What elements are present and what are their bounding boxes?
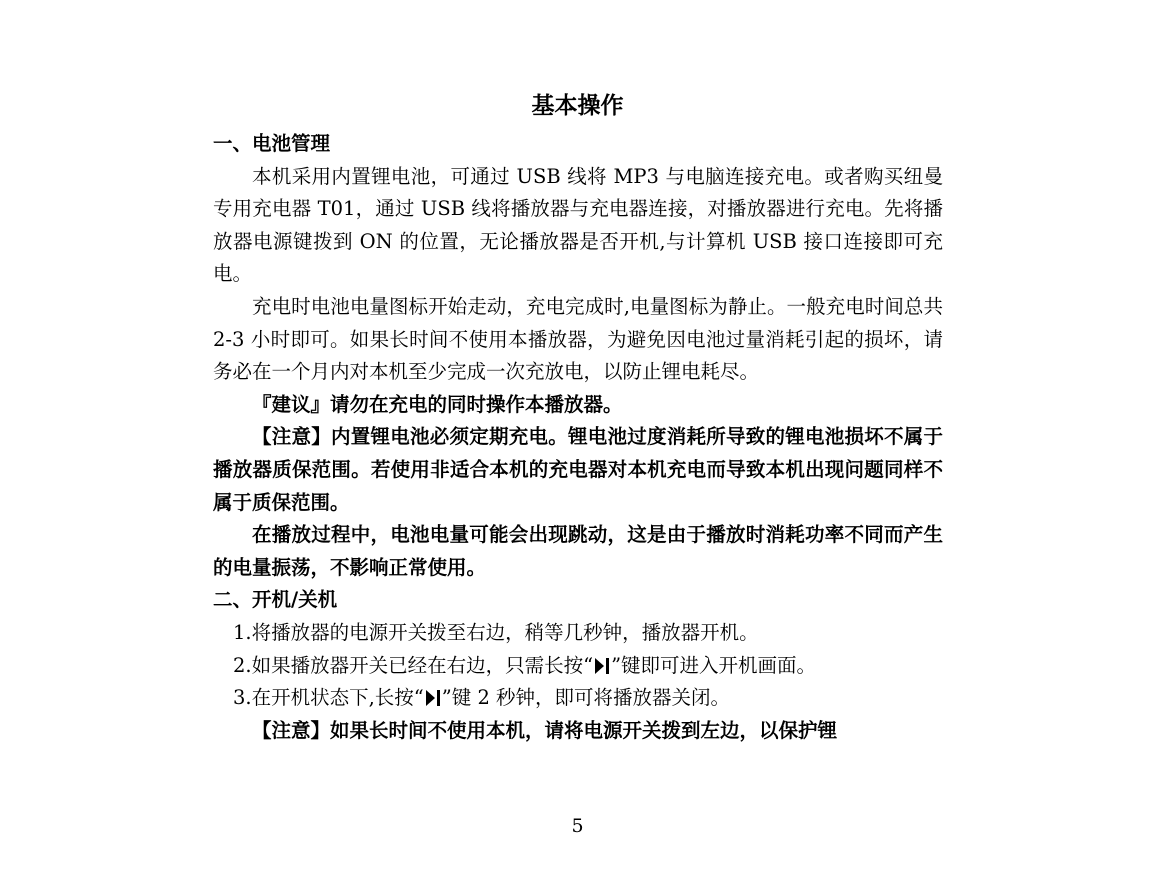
- play-pause-icon: [595, 657, 609, 675]
- power-switch-notice: 【注意】如果长时间不使用本机，请将电源开关拨到左边，以保护锂: [252, 718, 838, 742]
- play-pause-icon: [426, 689, 440, 707]
- paragraph-charging-method: 本机采用内置锂电池，可通过 USB 线将 MP3 与电脑连接充电。或者购买纽曼专用充电器 T01，通过 USB 线将播放器与充电器连接，对播放器进行充电。先将播放器电源键拨到 ON 的位置，无论播放器是否开机,与计算机 USB 接口连接即可充电。: [213, 164, 943, 286]
- suggestion-note: 『建议』请勿在充电的同时操作本播放器。: [252, 392, 623, 416]
- paragraph-battery-fluctuation: 在播放过程中，电池电量可能会出现跳动，这是由于播放时消耗功率不同而产生的电量振荡，不影响正常使用。: [213, 523, 943, 579]
- list-item-text: 3.在开机状态下,长按“: [233, 686, 424, 710]
- page-title: 基本操作: [531, 93, 624, 119]
- list-item-enter-boot: [213, 650, 943, 683]
- battery-warranty-notice: 【注意】内置锂电池必须定期充电。锂电池过度消耗所导致的锂电池损坏不属于播放器质保范围。若使用非适合本机的充电器对本机充电而导致本机出现问题同样不属于质保范围。: [213, 425, 943, 514]
- section-heading-battery: 一、电池管理: [213, 132, 331, 155]
- paragraph-charging-time: 充电时电池电量图标开始走动，充电完成时,电量图标为静止。一般充电时间总共 2-3 小时即可。如果长时间不使用本播放器，为避免因电池过量消耗引起的损坏，请务必在一个月内对本机至少完成一次充放电，以防止锂电耗尽。: [213, 294, 943, 384]
- page-number: 5: [571, 815, 584, 837]
- page-body: [213, 128, 943, 747]
- list-item-power-on: 1.将播放器的电源开关拨至右边，稍等几秒钟，播放器开机。: [233, 620, 759, 644]
- list-item-text: ”键即可进入开机画面。: [611, 653, 817, 677]
- list-item-text: 2.如果播放器开关已经在右边，只需长按“: [233, 653, 594, 677]
- list-item-power-off: [213, 682, 943, 715]
- section-heading-power: 二、开机/关机: [213, 588, 338, 612]
- list-item-text: ”键 2 秒钟，即可将播放器关闭。: [441, 686, 731, 710]
